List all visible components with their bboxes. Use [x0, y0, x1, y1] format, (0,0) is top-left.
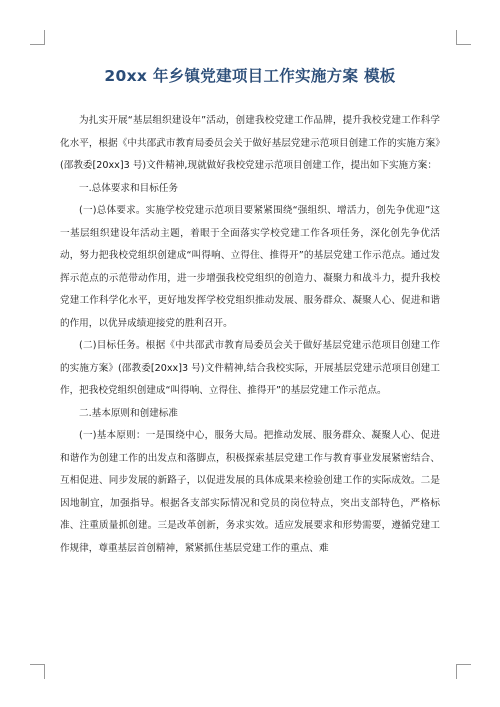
- document-body: [60, 110, 440, 560]
- section-heading-1: 一.总体要求和目标任务: [79, 182, 178, 194]
- document-title: 20xx 年乡镇党建项目工作实施方案 模板: [104, 67, 396, 85]
- paragraph-intro: 为扎实开展“基层组织建设年”活动，创建我校党建工作品牌，提升我校党建工作科学化水平，根据《中共邵武市教育局委员会关于做好基层党建示范项目创建工作的实施方案》(邵教委[20xx]3 号)文件精神,现就做好我校党建示范项目创建工作，提出如下实施方案：: [60, 115, 440, 171]
- section-heading-2: 二.基本原则和创建标准: [79, 407, 178, 419]
- crop-mark-bottom-left: [30, 664, 45, 679]
- crop-mark-top-left: [30, 30, 45, 45]
- paragraph-goals: (二)目标任务。根据《中共邵武市教育局委员会关于做好基层党建示范项目创建工作的实施方案》(邵教委[20xx]3 号)文件精神,结合我校实际，开展基层党建示范项目创建工作，把我校党组织创建成“叫得响、立得住、推得开”的基层党建工作示范点。: [60, 340, 440, 396]
- crop-mark-top-right: [456, 30, 471, 45]
- paragraph-basic-principles: (一)基本原则：一是围绕中心，服务大局。把推动发展、服务群众、凝聚人心、促进和谐作为创建工作的出发点和落脚点，积极探索基层党建工作与教育事业发展紧密结合、互相促进、同步发展的新路子，以促进发展的具体成果来检验创建工作的实际成效。二是因地制宜，加强指导。根据各支部实际情况和党员的岗位特点，突出支部特色，严格标准、注重质量抓创建。三是改革创新，务求实效。适应发展要求和形势需要，遵循党建工作规律，尊重基层首创精神，紧紧抓住基层党建工作的重点、难: [60, 430, 440, 554]
- paragraph-overall-requirements: (一)总体要求。实施学校党建示范项目要紧紧围绕“强组织、增活力，创先争优迎”这一基层组织建设年活动主题，着眼于全面落实学校党建工作各项任务，深化创先争优活动，努力把我校党组织创建成“叫得响、立得住、推得开”的基层党建工作示范点。通过发挥示范点的示范带动作用，进一步增强我校党组织的创造力、凝聚力和战斗力，提升我校党建工作科学化水平，更好地发挥学校党组织推动发展、服务群众、凝聚人心、促进和谐的作用，以优异成绩迎接党的胜利召开。: [60, 205, 440, 329]
- crop-mark-bottom-right: [456, 664, 471, 679]
